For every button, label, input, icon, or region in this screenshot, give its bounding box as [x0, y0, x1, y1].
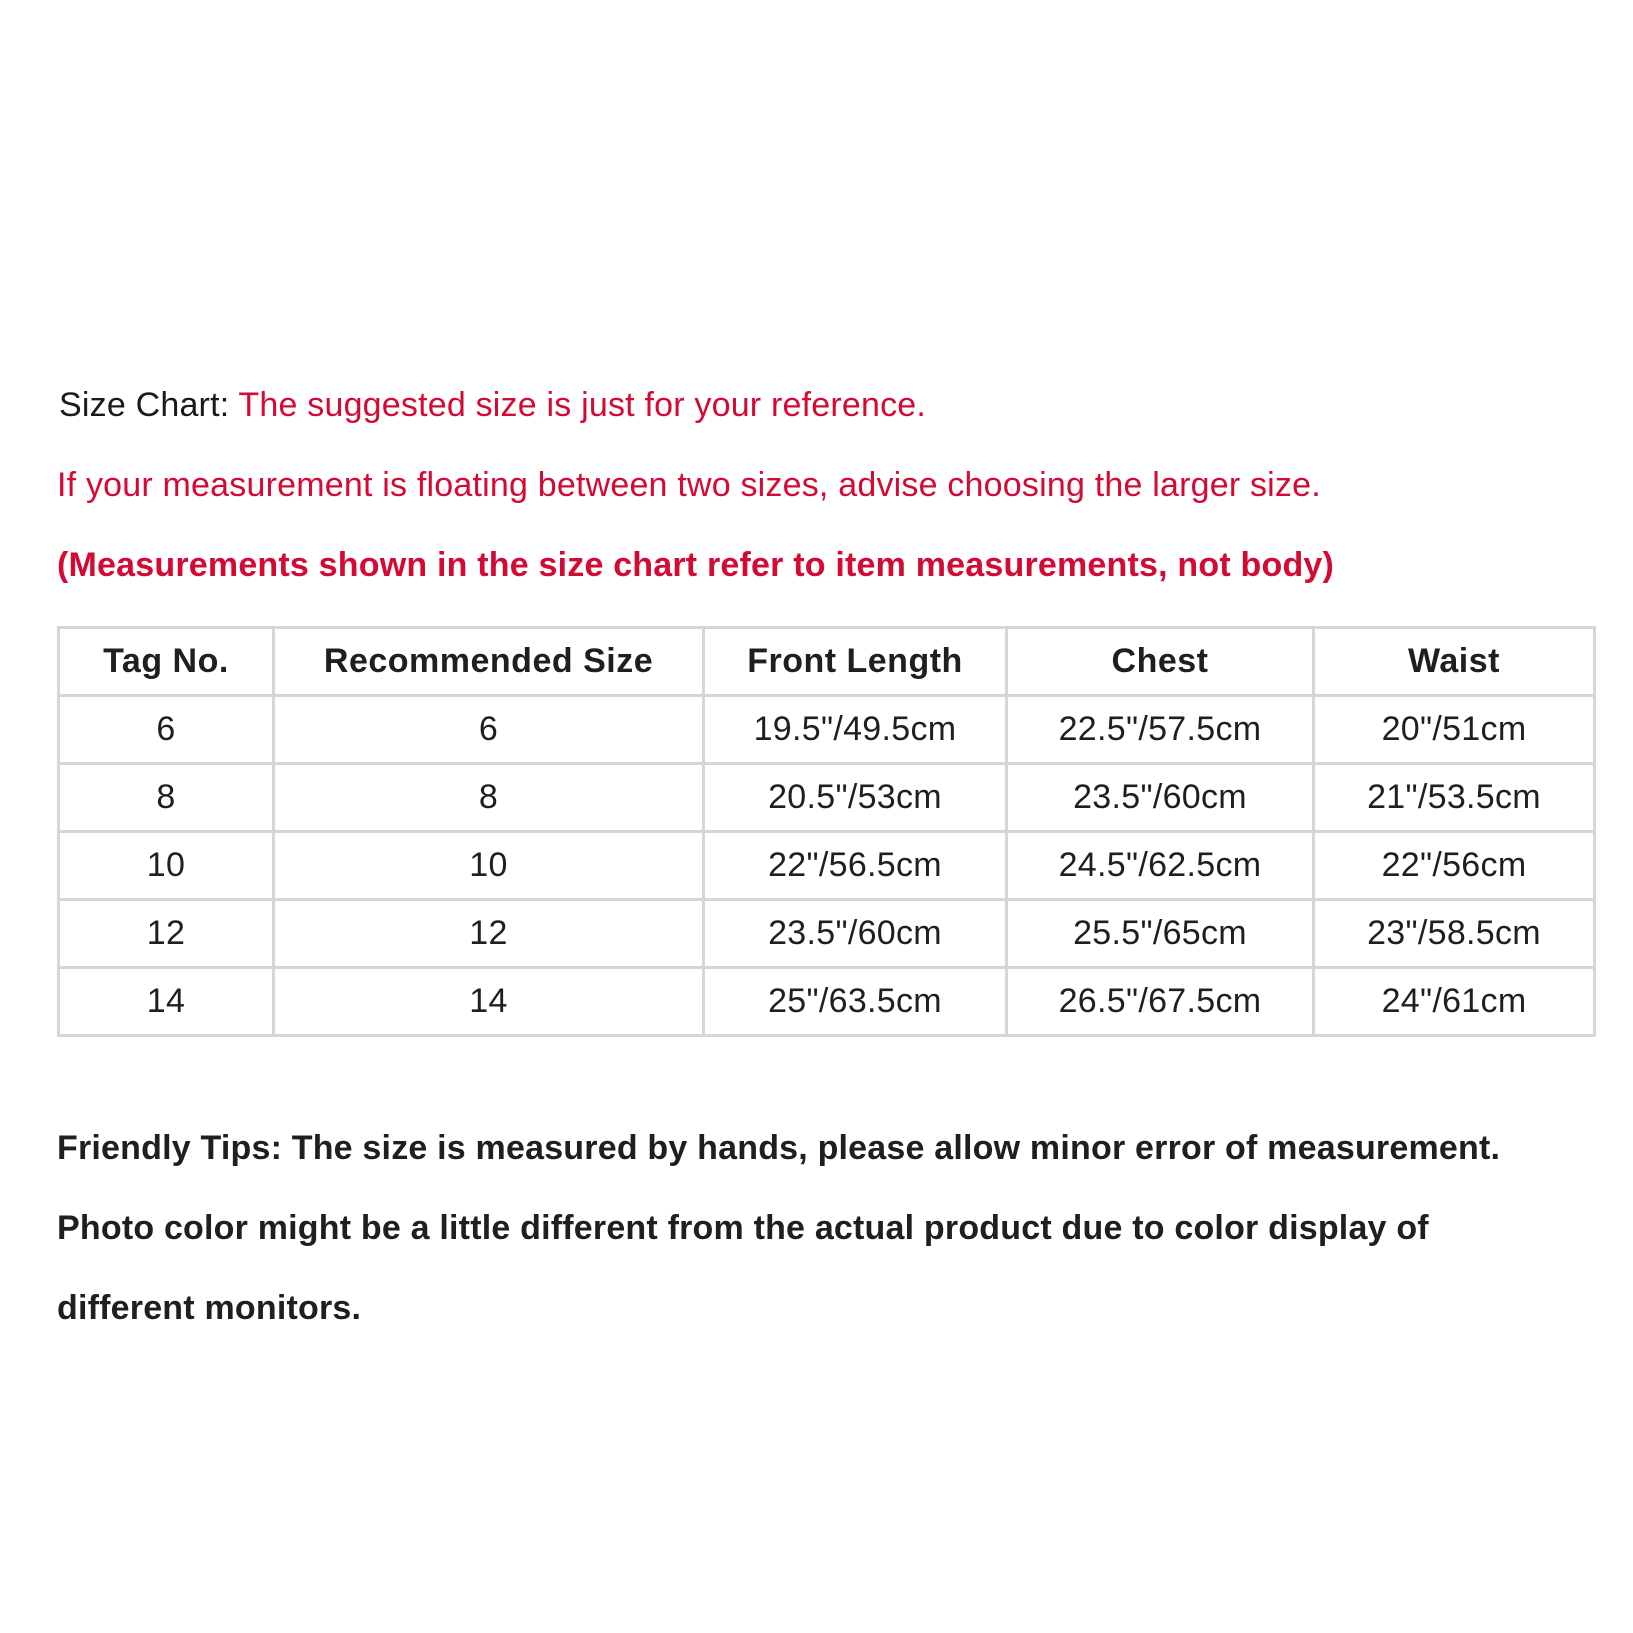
- column-header-waist: Waist: [1314, 628, 1595, 696]
- cell-front-length: 19.5"/49.5cm: [704, 696, 1007, 764]
- measurement-disclaimer: (Measurements shown in the size chart refer to item measurements, not body): [57, 546, 1335, 584]
- table-row: [59, 832, 1595, 900]
- cell-tag-no: 10: [59, 832, 274, 900]
- cell-front-length: 23.5"/60cm: [704, 900, 1007, 968]
- tips-line-photo-color: Photo color might be a little different from the actual product due to color display of: [57, 1209, 1429, 1247]
- cell-chest: 26.5"/67.5cm: [1007, 968, 1314, 1036]
- cell-tag-no: 8: [59, 764, 274, 832]
- table-row: [59, 764, 1595, 832]
- cell-waist: 24"/61cm: [1314, 968, 1595, 1036]
- cell-tag-no: 6: [59, 696, 274, 764]
- size-chart-label: Size Chart: [59, 386, 220, 424]
- cell-recommended-size: 8: [274, 764, 704, 832]
- table-row: [59, 696, 1595, 764]
- tips-line-measurement: Friendly Tips: The size is measured by hands, please allow minor error of measurement.: [57, 1129, 1501, 1167]
- cell-tag-no: 12: [59, 900, 274, 968]
- column-header-front-length: Front Length: [704, 628, 1007, 696]
- cell-front-length: 22"/56.5cm: [704, 832, 1007, 900]
- table-row: [59, 900, 1595, 968]
- cell-front-length: 20.5"/53cm: [704, 764, 1007, 832]
- column-header-tag-no: Tag No.: [59, 628, 274, 696]
- cell-waist: 23"/58.5cm: [1314, 900, 1595, 968]
- column-header-recommended-size: Recommended Size: [274, 628, 704, 696]
- table-row: [59, 968, 1595, 1036]
- cell-front-length: 25"/63.5cm: [704, 968, 1007, 1036]
- size-chart-heading: [59, 385, 926, 425]
- size-reference-note: The suggested size is just for your reference.: [229, 386, 927, 424]
- column-header-chest: Chest: [1007, 628, 1314, 696]
- size-advice-text: If your measurement is floating between two sizes, advise choosing the larger size.: [57, 466, 1321, 504]
- cell-chest: 22.5"/57.5cm: [1007, 696, 1314, 764]
- friendly-tips: [57, 1108, 1617, 1348]
- tips-line-monitors: different monitors.: [57, 1289, 362, 1327]
- cell-recommended-size: 12: [274, 900, 704, 968]
- cell-recommended-size: 6: [274, 696, 704, 764]
- cell-waist: 21"/53.5cm: [1314, 764, 1595, 832]
- cell-recommended-size: 14: [274, 968, 704, 1036]
- cell-chest: 23.5"/60cm: [1007, 764, 1314, 832]
- cell-waist: 20"/51cm: [1314, 696, 1595, 764]
- cell-chest: 24.5"/62.5cm: [1007, 832, 1314, 900]
- cell-recommended-size: 10: [274, 832, 704, 900]
- size-chart-colon: :: [219, 386, 230, 424]
- cell-chest: 25.5"/65cm: [1007, 900, 1314, 968]
- cell-tag-no: 14: [59, 968, 274, 1036]
- cell-waist: 22"/56cm: [1314, 832, 1595, 900]
- table-header-row: [59, 628, 1595, 696]
- size-table: [57, 626, 1596, 1037]
